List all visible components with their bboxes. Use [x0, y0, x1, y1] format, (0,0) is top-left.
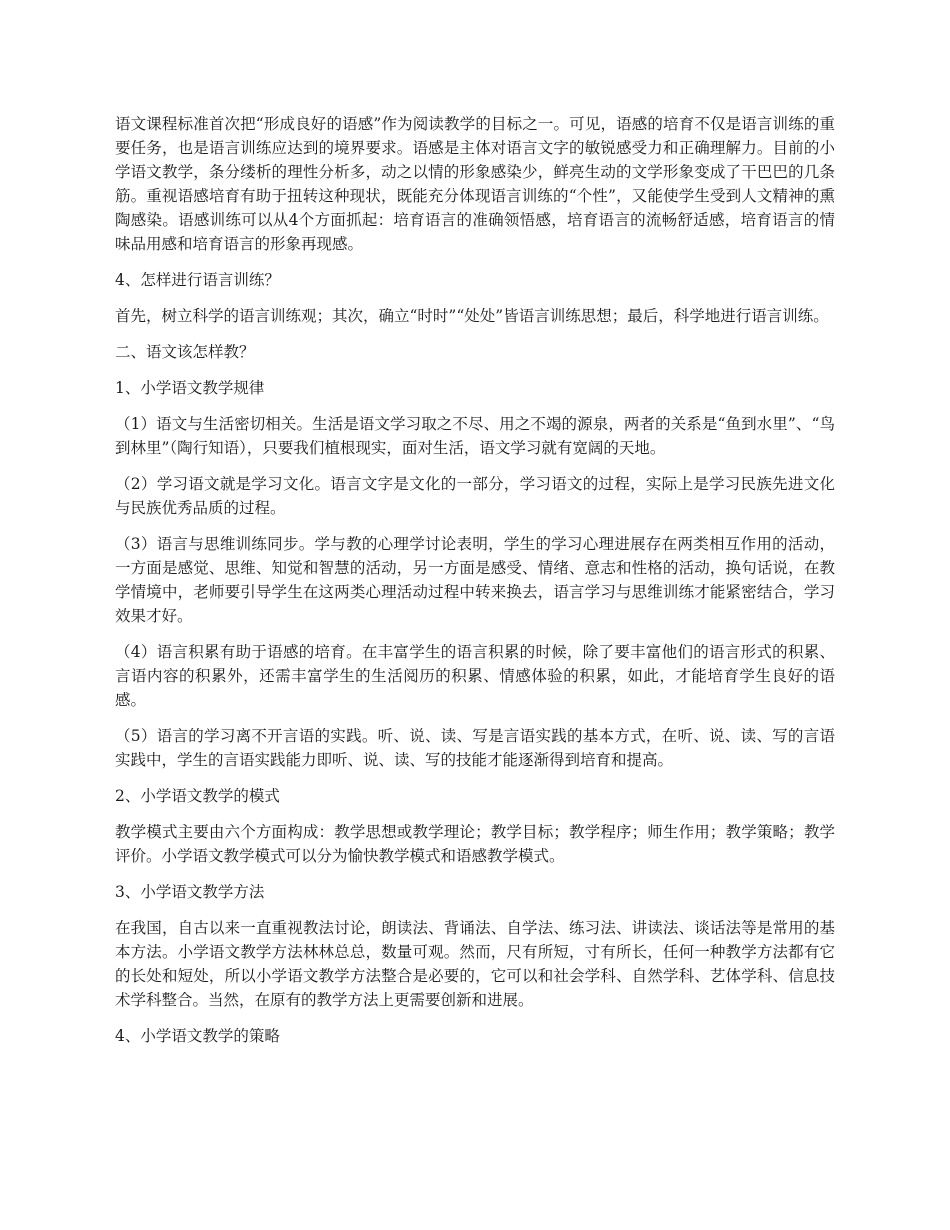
heading-teaching-models: 2、小学语文教学的模式	[115, 787, 280, 805]
paragraph-law-5: （5）语言的学习离不开言语的实践。听、说、读、写是言语实践的基本方式，在听、说、读、写的言语实践中，学生的言语实践能力即听、说、读、写的技能才能逐渐得到培育和提高。	[115, 727, 835, 769]
heading-how-to-teach: 二、语文该怎样教？	[115, 343, 255, 361]
document-body	[115, 112, 835, 1060]
paragraph-teaching-models: 教学模式主要由六个方面构成：教学思想或教学理论；教学目标；教学程序；师生作用；教学策略；教学评价。小学语文教学模式可以分为愉快教学模式和语感教学模式。	[115, 823, 835, 865]
heading-language-training: 4、怎样进行语言训练？	[115, 271, 280, 289]
heading-teaching-strategies: 4、小学语文教学的策略	[115, 1027, 280, 1045]
paragraph-training-approach: 首先，树立科学的语言训练观；其次，确立“时时”“处处”皆语言训练思想；最后，科学地进行语言训练。	[115, 307, 829, 325]
heading-teaching-methods: 3、小学语文教学方法	[115, 883, 265, 901]
paragraph-teaching-methods: 在我国，自古以来一直重视教法讨论，朗读法、背诵法、自学法、练习法、讲读法、谈话法等是常用的基本方法。小学语文教学方法林林总总，数量可观。然而，尺有所短，寸有所长，任何一种教学方法都有它的长处和短处，所以小学语文教学方法整合是必要的，它可以和社会学科、自然学科、艺体学科、信息技术学科整合。当然，在原有的教学方法上更需要创新和进展。	[115, 919, 835, 1009]
paragraph-law-4: （4）语言积累有助于语感的培育。在丰富学生的语言积累的时候，除了要丰富他们的语言形式的积累、言语内容的积累外，还需丰富学生的生活阅历的积累、情感体验的积累，如此，才能培育学生良好的语感。	[115, 643, 835, 709]
paragraph-law-3: （3）语言与思维训练同步。学与教的心理学讨论表明，学生的学习心理进展存在两类相互作用的活动，一方面是感觉、思维、知觉和智慧的活动，另一方面是感受、情绪、意志和性格的活动，换句话说，在教学情境中，老师要引导学生在这两类心理活动过程中转来换去，语言学习与思维训练才能紧密结合，学习效果才好。	[115, 535, 835, 625]
heading-teaching-laws: 1、小学语文教学规律	[115, 379, 265, 397]
paragraph-law-2: （2）学习语文就是学习文化。语言文字是文化的一部分，学习语文的过程，实际上是学习民族先进文化与民族优秀品质的过程。	[115, 475, 835, 517]
paragraph-law-1: （1）语文与生活密切相关。生活是语文学习取之不尽、用之不竭的源泉，两者的关系是“鱼到水里”、“鸟到林里”（陶行知语），只要我们植根现实，面对生活，语文学习就有宽阔的天地。	[115, 415, 835, 457]
paragraph-language-sense: 语文课程标准首次把“形成良好的语感”作为阅读教学的目标之一。可见，语感的培育不仅是语言训练的重要任务，也是语言训练应达到的境界要求。语感是主体对语言文字的敏锐感受力和正确理解力。目前的小学语文教学，条分缕析的理性分析多，动之以情的形象感染少，鲜亮生动的文学形象变成了干巴巴的几条筋。重视语感培育有助于扭转这种现状，既能充分体现语言训练的“个性”，又能使学生受到人文精神的熏陶感染。语感训练可以从4个方面抓起：培育语言的准确领悟感，培育语言的流畅舒适感，培育语言的情味品用感和培育语言的形象再现感。	[115, 115, 835, 253]
